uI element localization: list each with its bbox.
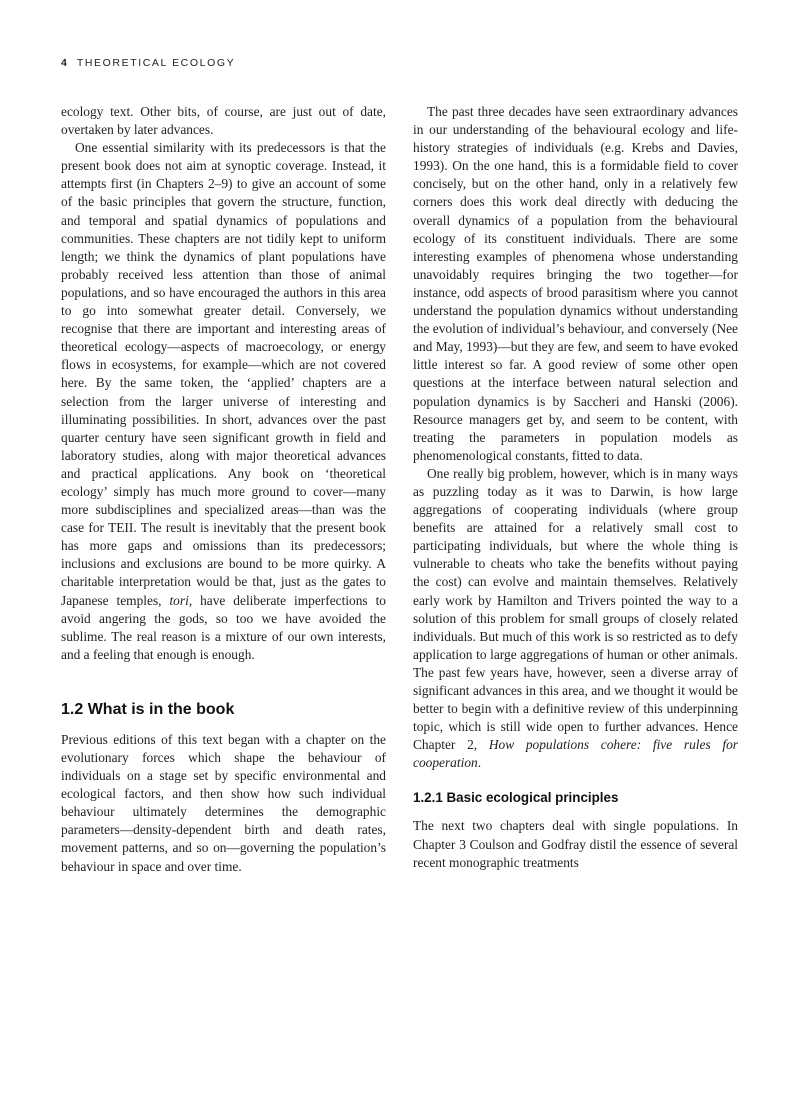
paragraph: The next two chapters deal with single populations. In Chapter 3 Coulson and Godfray distil the essence of several recent monographic treatments xyxy=(413,818,738,870)
paragraph-text: One really big problem, however, which is in many ways as puzzling today as it was to Darwin, is how large aggregations of cooperating individuals (where group benefits are attained for a relatively small cost to participating individuals, but where the whole thing is vulnerable to cheats who take the benefits without paying the cost) can evolve and maintain themselves. Relatively early work by Hamilton and Trivers pointed the way to a solution of this problem for small groups of closely related individuals. But much of this work is so restricted as to defy application to large aggregations of human or other animals. The past few years have, however, seen a diverse array of significant advances in this area, and we thought it would be better to begin with a definitive review of this underpinning topic, which is still wide open to further advances. Hence Chapter 2, xyxy=(413,465,738,753)
paragraph: Previous editions of this text began with a chapter on the evolutionary forces which shape the behaviour of individuals on a stage set by specific environmental and ecological factors, and then show how such individual behaviour ultimately determines the demographic parameters—density-dependent birth and death rates, movement patterns, and so on—governing the population’s behaviour in space and over time. xyxy=(61,731,386,874)
paragraph xyxy=(413,465,738,773)
running-title: THEORETICAL ECOLOGY xyxy=(76,57,236,69)
paragraph xyxy=(61,139,386,664)
right-column xyxy=(413,103,738,872)
paragraph: ecology text. Other bits, of course, are just out of date, overtaken by later advances. xyxy=(61,104,386,138)
subsection-heading: 1.2.1 Basic ecological principles xyxy=(413,790,619,806)
italic-term: tori xyxy=(169,592,189,608)
left-column xyxy=(61,103,386,876)
running-head xyxy=(61,57,235,69)
italic-chapter-title: How populations cohere: five rules for cooperation xyxy=(413,737,739,771)
paragraph: The past three decades have seen extraordinary advances in our understanding of the behavioural ecology and life-history strategies of individuals (e.g. Krebs and Davies, 1993). On the one hand, this is a formidable field to cover concisely, but on the other hand, only in a relatively few corners does this work deal directly with deducing the overall dynamics of a population from the behavioural ecology of its constituent individuals. There are some interesting examples of phenomena whose understanding unavoidably requires bringing the two together—for instance, odd aspects of brood parasitism where you cannot understand the population dynamics without understanding the evolution of individual’s behaviour, and conversely (Nee and May, 1993)—but they are few, and seem to have evoked little interest so far. A good review of some other open questions at the interface between natural selection and population dynamics is by Saccheri and Hanski (2006). Resource managers get by, and seem to be content, with treating the parameters in population models as phenomenological constants, fitted to data. xyxy=(413,104,738,463)
paragraph-text: . xyxy=(477,755,482,771)
section-heading: 1.2 What is in the book xyxy=(61,700,235,718)
paragraph-text: , have deliberate imperfections to avoid angering the gods, so too we have avoided the sublime. The real reason is a mixture of our own interests, and a feeling that enough is enough. xyxy=(61,592,386,662)
paragraph-text: One essential similarity with its predecessors is that the present book does not aim at synoptic coverage. Instead, it attempts first (in Chapters 2–9) to give an account of some of the basic principles that govern the structure, function, and temporal and spatial dynamics of populations and communities. These chapters are not tidily kept to uniform length; we think the dynamics of plant populations have probably received less attention than those of animal populations, and so have encouraged the authors in this area to go into somewhat greater detail. Conversely, we recognise that there are important and interesting areas of theoretical ecology—aspects of macroecology, or energy flows in ecosystems, for example—which are not covered here. By the same token, the ‘applied’ chapters are a selection from the larger universe of interesting and illuminating possibilities. In short, advances over the past quarter century have seen significant growth in field and laboratory studies, along with major theoretical advances and practical applications. Any book on ‘theoretical ecology’ simply has much more ground to cover—many more subdisciplines and specialized areas—than was the case for TEII. The result is inevitably that the present book has more gaps and omissions than its predecessors; inclusions and exclusions are bound to be more quirky. A charitable interpretation would be that, just as the gates to Japanese temples, xyxy=(61,140,386,608)
page-number: 4 xyxy=(61,57,67,69)
